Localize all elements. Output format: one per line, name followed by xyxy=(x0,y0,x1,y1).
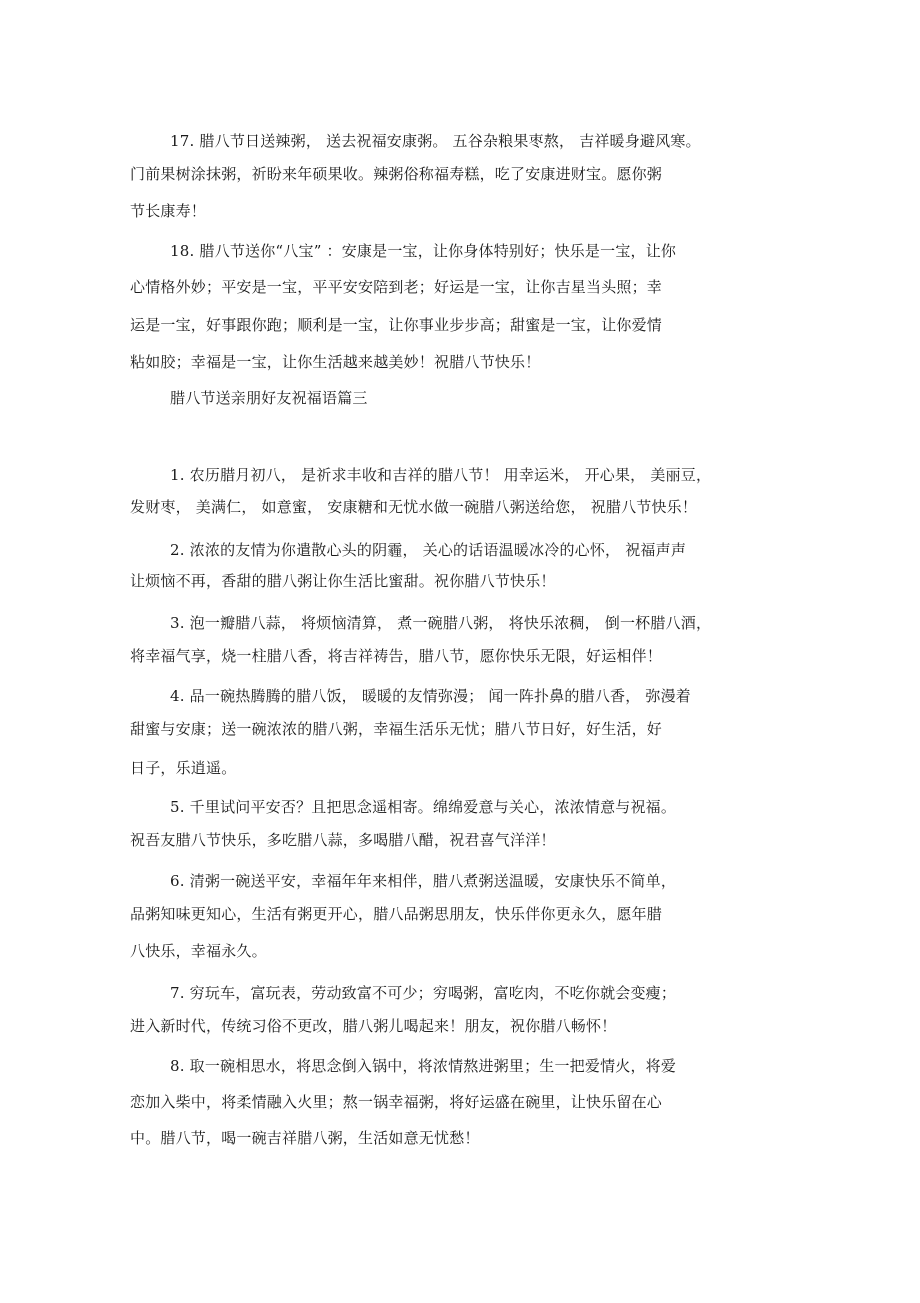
item-1-line-1: 1. 农历腊月初八， 是祈求丰收和吉祥的腊八节！ 用幸运米， 开心果， 美丽豆， xyxy=(170,466,712,484)
item-4-line-2: 甜蜜与安康；送一碗浓浓的腊八粥，幸福生活乐无忧；腊八节日好，好生活，好 xyxy=(130,720,663,738)
item-18-line-2: 心情格外妙；平安是一宝，平平安安陪到老；好运是一宝，让你吉星当头照；幸 xyxy=(130,278,663,296)
item-6-line-1: 6. 清粥一碗送平安，幸福年年来相伴，腊八煮粥送温暖，安康快乐不简单， xyxy=(170,872,677,890)
item-6-line-2: 品粥知味更知心，生活有粥更开心，腊八品粥思朋友，快乐伴你更永久，愿年腊 xyxy=(130,905,663,923)
item-8-line-1: 8. 取一碗相思水，将思念倒入锅中，将浓情熬进粥里；生一把爱情火，将爱 xyxy=(170,1057,677,1075)
item-6-line-3: 八快乐，幸福永久。 xyxy=(130,942,267,960)
item-17-line-2: 门前果树涂抹粥，祈盼来年硕果收。辣粥俗称福寿糕，吃了安康进财宝。愿你粥 xyxy=(130,165,663,183)
item-4-line-1: 4. 品一碗热腾腾的腊八饭， 暖暖的友情弥漫； 闻一阵扑鼻的腊八香， 弥漫着 xyxy=(170,687,691,705)
item-3-line-1: 3. 泡一瓣腊八蒜， 将烦恼清算， 煮一碗腊八粥， 将快乐浓稠， 倒一杯腊八酒， xyxy=(170,614,712,632)
item-2-line-2: 让烦恼不再，香甜的腊八粥让你生活比蜜甜。祝你腊八节快乐！ xyxy=(130,572,556,590)
item-5-line-1: 5. 千里试问平安否？且把思念遥相寄。绵绵爱意与关心，浓浓情意与祝福。 xyxy=(170,798,677,816)
item-7-line-1: 7. 穷玩车，富玩表，劳动致富不可少；穷喝粥，富吃肉，不吃你就会变瘦； xyxy=(170,984,677,1002)
section-heading: 腊八节送亲朋好友祝福语篇三 xyxy=(170,389,368,407)
item-2-line-1: 2. 浓浓的友情为你遣散心头的阴霾， 关心的话语温暖冰冷的心怀， 祝福声声 xyxy=(170,541,687,559)
item-8-line-3: 中。腊八节，喝一碗吉祥腊八粥，生活如意无忧愁！ xyxy=(130,1129,480,1147)
item-1-line-2: 发财枣， 美满仁， 如意蜜， 安康糖和无忧水做一碗腊八粥送给您， 祝腊八节快乐！ xyxy=(130,498,698,516)
item-18-line-4: 粘如胶；幸福是一宝，让你生活越来越美妙！祝腊八节快乐！ xyxy=(130,353,541,371)
item-5-line-2: 祝吾友腊八节快乐，多吃腊八蒜，多喝腊八醋，祝君喜气洋洋！ xyxy=(130,831,556,849)
item-4-line-3: 日子，乐逍遥。 xyxy=(130,759,237,777)
item-7-line-2: 进入新时代，传统习俗不更改，腊八粥儿喝起来！朋友，祝你腊八畅怀！ xyxy=(130,1017,617,1035)
item-18-line-3: 运是一宝，好事跟你跑；顺利是一宝，让你事业步步高；甜蜜是一宝，让你爱情 xyxy=(130,316,663,334)
item-17-line-3: 节长康寿！ xyxy=(130,202,207,220)
item-17-line-1: 17. 腊八节日送辣粥， 送去祝福安康粥。 五谷杂粮果枣熬， 吉祥暖身避风寒。 xyxy=(170,132,701,150)
item-3-line-2: 将幸福气享，烧一柱腊八香，将吉祥祷告，腊八节，愿你快乐无限，好运相伴！ xyxy=(130,647,663,665)
item-8-line-2: 恋加入柴中，将柔情融入火里；熬一锅幸福粥，将好运盛在碗里，让快乐留在心 xyxy=(130,1093,663,1111)
item-18-line-1: 18. 腊八节送你“八宝” ：安康是一宝，让你身体特别好；快乐是一宝，让你 xyxy=(170,242,677,260)
